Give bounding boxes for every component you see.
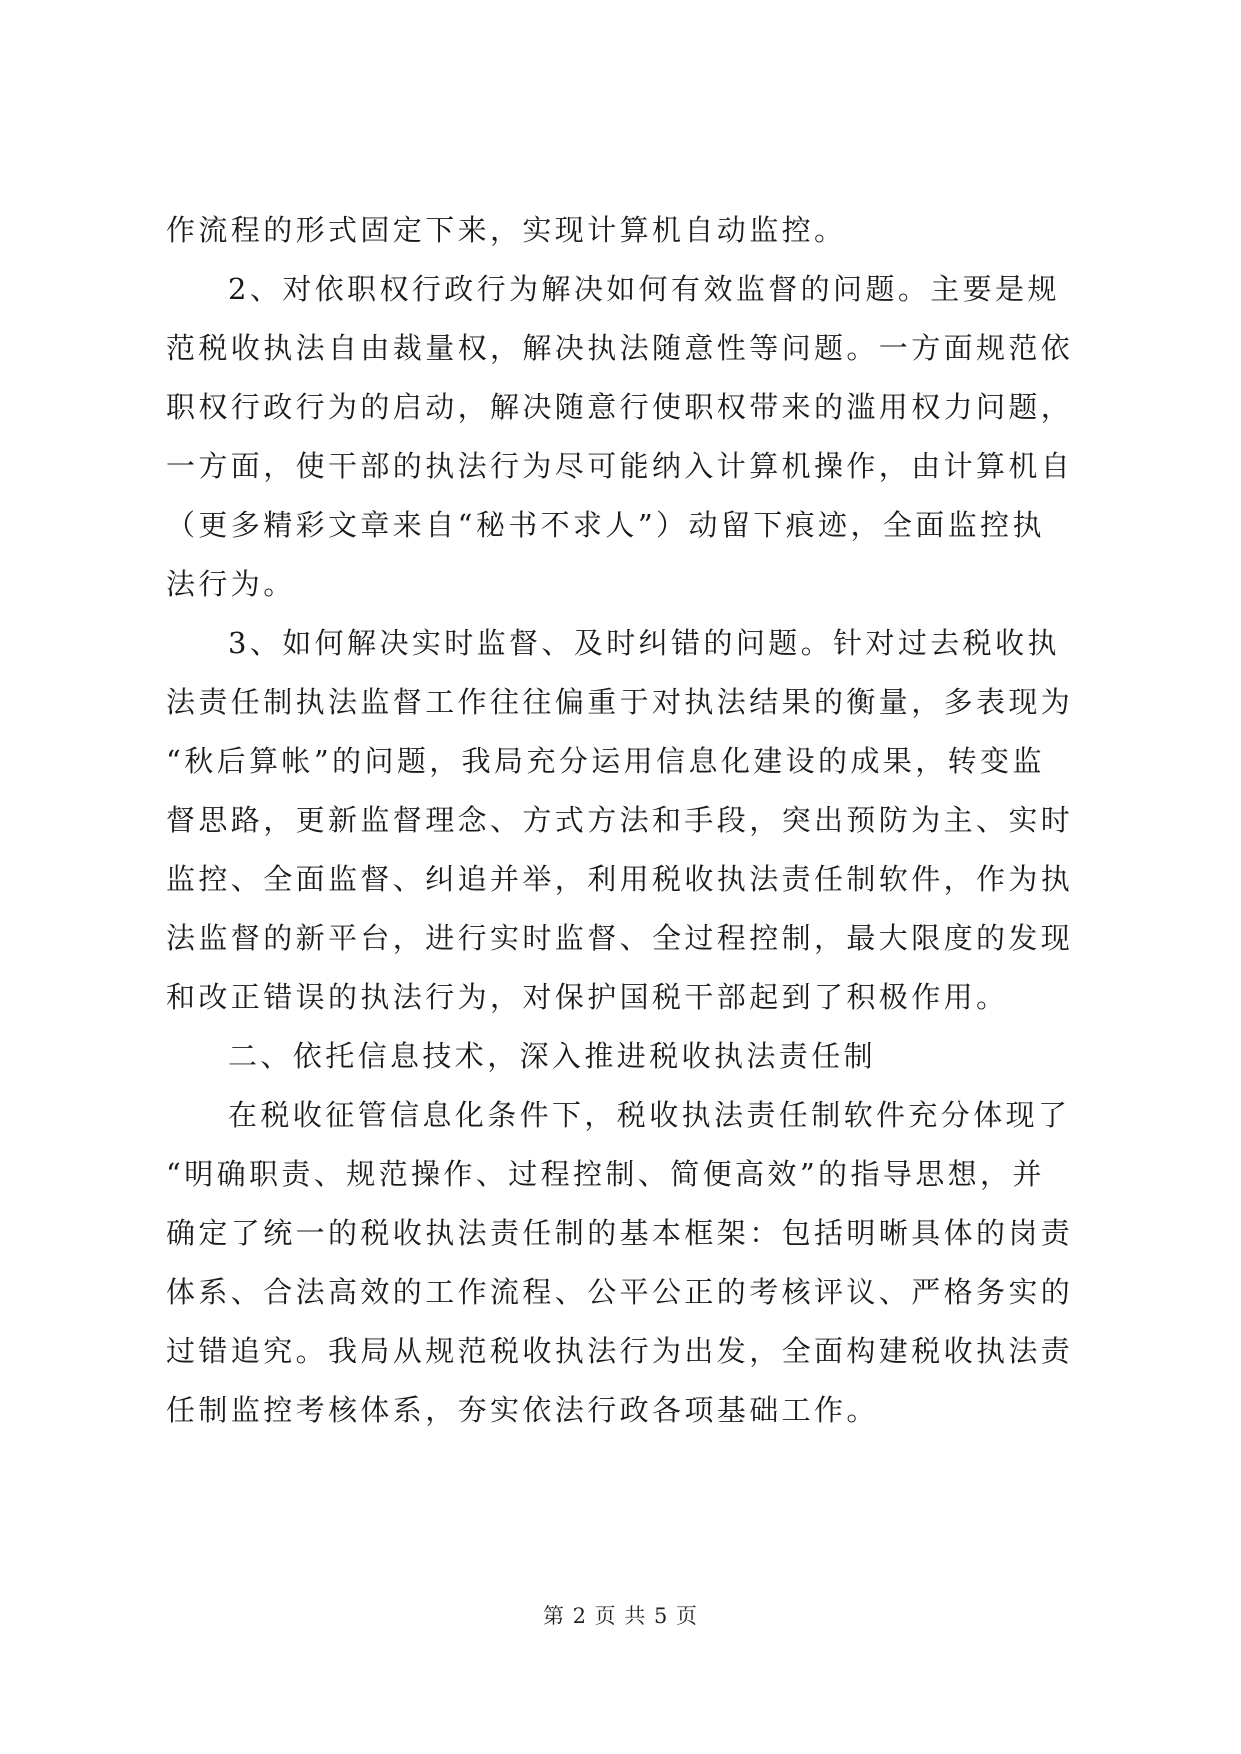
text-line: “秋后算帐”的问题，我局充分运用信息化建设的成果，转变监 [166, 744, 1045, 778]
text-line: 在税收征管信息化条件下，税收执法责任制软件充分体现了 [228, 1098, 1071, 1132]
text-line: （更多精彩文章来自“秘书不求人”）动留下痕迹，全面监控执 [166, 508, 1045, 542]
text-line: 和改正错误的执法行为，对保护国税干部起到了积极作用。 [166, 980, 1009, 1014]
text-line: 法责任制执法监督工作往往偏重于对执法结果的衡量，多表现为 [166, 685, 1074, 719]
text-line: 督思路，更新监督理念、方式方法和手段，突出预防为主、实时 [166, 803, 1074, 837]
text-line: 3、如何解决实时监督、及时纠错的问题。针对过去税收执 [228, 626, 1060, 660]
text-line: 监控、全面监督、纠追并举，利用税收执法责任制软件，作为执 [166, 862, 1074, 896]
text-line: 一方面，使干部的执法行为尽可能纳入计算机操作，由计算机自 [166, 449, 1074, 483]
text-line: 体系、合法高效的工作流程、公平公正的考核评议、严格务实的 [166, 1275, 1074, 1309]
text-line: 法监督的新平台，进行实时监督、全过程控制，最大限度的发现 [166, 921, 1074, 955]
page-number-footer: 第 2 页 共 5 页 [542, 1604, 699, 1628]
text-line: 2、对依职权行政行为解决如何有效监督的问题。主要是规 [228, 272, 1060, 306]
text-line: 作流程的形式固定下来，实现计算机自动监控。 [166, 213, 847, 247]
text-line: 任制监控考核体系，夯实依法行政各项基础工作。 [166, 1393, 879, 1427]
text-line: 法行为。 [166, 567, 296, 601]
text-line: 范税收执法自由裁量权，解决执法随意性等问题。一方面规范依 [166, 331, 1074, 365]
text-line: 确定了统一的税收执法责任制的基本框架：包括明晰具体的岗责 [166, 1216, 1074, 1250]
section-heading: 二、依托信息技术，深入推进税收执法责任制 [228, 1039, 877, 1073]
text-line: 职权行政行为的启动，解决随意行使职权带来的滥用权力问题， [166, 390, 1074, 424]
text-line: 过错追究。我局从规范税收执法行为出发，全面构建税收执法责 [166, 1334, 1074, 1368]
text-line: “明确职责、规范操作、过程控制、简便高效”的指导思想，并 [166, 1157, 1045, 1191]
